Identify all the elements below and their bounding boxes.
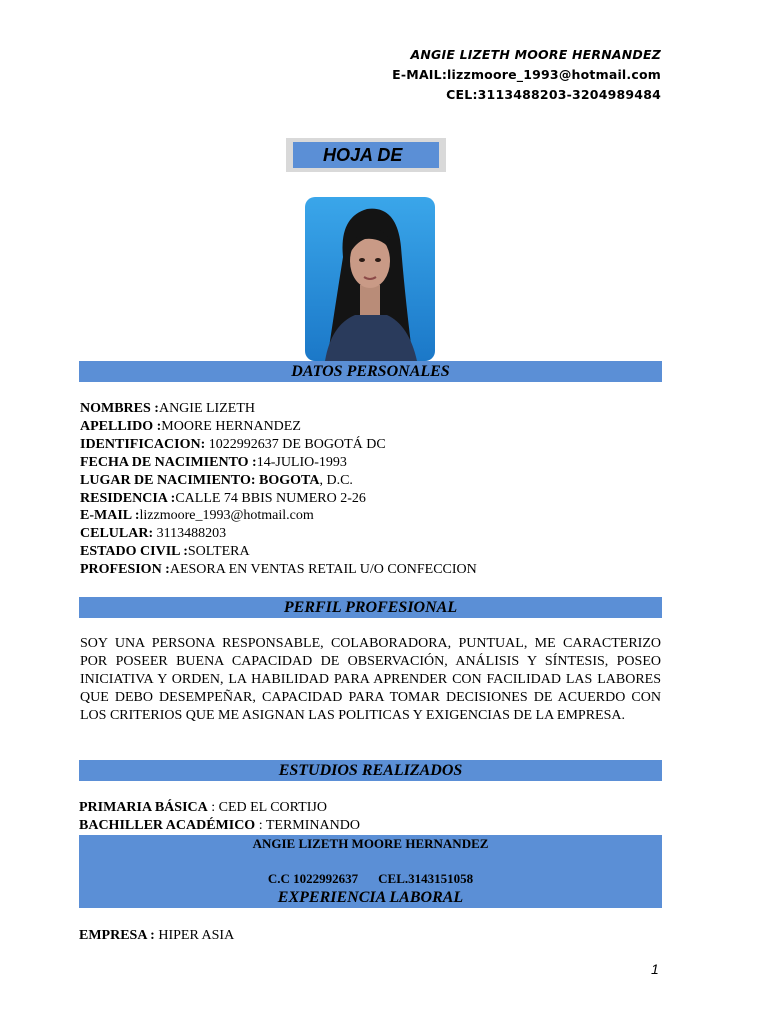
section-perfil-profesional: PERFIL PROFESIONAL xyxy=(79,597,662,618)
section-datos-personales: DATOS PERSONALES xyxy=(79,361,662,382)
header-cel: CEL:3113488203-3204989484 xyxy=(446,87,661,102)
field-estado-civil: ESTADO CIVIL :SOLTERA xyxy=(80,544,250,560)
section-estudios-realizados: ESTUDIOS REALIZADOS xyxy=(79,760,662,781)
field-profesion: PROFESION :AESORA EN VENTAS RETAIL U/O CONFECCION xyxy=(80,562,477,578)
field-residencia: RESIDENCIA :CALLE 74 BBIS NUMERO 2-26 xyxy=(80,490,366,506)
footer-cc: C.C 1022992637 xyxy=(267,871,359,886)
contact-header xyxy=(392,45,661,105)
footer-box xyxy=(79,835,662,908)
footer-name: ANGIE LIZETH MOORE HERNANDEZ xyxy=(252,836,489,851)
document-title: HOJA DE xyxy=(293,142,439,168)
study-primaria: PRIMARIA BÁSICA : CED EL CORTIJO xyxy=(79,800,327,815)
field-email: E-MAIL :lizzmoore_1993@hotmail.com xyxy=(80,508,314,524)
field-nombres: NOMBRES :ANGIE LIZETH xyxy=(80,401,255,416)
page-number: 1 xyxy=(651,961,659,977)
profile-photo xyxy=(305,197,435,361)
header-email: E-MAIL:lizzmoore_1993@hotmail.com xyxy=(392,67,661,82)
field-apellido: APELLIDO :MOORE HERNANDEZ xyxy=(80,418,301,434)
field-lugar-nacimiento: LUGAR DE NACIMIENTO: BOGOTA, D.C. xyxy=(80,472,353,488)
document-title-box xyxy=(286,138,446,172)
field-fecha-nacimiento: FECHA DE NACIMIENTO :14-JULIO-1993 xyxy=(80,454,347,470)
field-empresa: EMPRESA : HIPER ASIA xyxy=(79,928,235,943)
perfil-paragraph: SOY UNA PERSONA RESPONSABLE, COLABORADORA, PUNTUAL, ME CARACTERIZO POR POSEER BUENA CAPACIDAD DE OBSERVACIÓN, ANÁLISIS Y SÍNTESIS, POSEO INICIATIVA Y ORDEN, LA HABILIDAD PARA APRENDER CON FACILIDAD LAS LABORES QUE DEBO DESEMPEÑAR, CAPACIDAD PARA TOMAR DECISIONES DE ACUERDO CON LOS CRITERIOS QUE ME ASIGNAN LAS POLITICAS Y EXIGENCIAS DE LA EMPRESA. xyxy=(80,636,661,723)
footer-cel: CEL.3143151058 xyxy=(378,871,474,886)
personal-data-list xyxy=(80,400,477,579)
field-identificacion: IDENTIFICACION: 1022992637 DE BOGOTÁ DC xyxy=(80,436,386,452)
field-celular: CELULAR: 3113488203 xyxy=(80,526,227,542)
study-bachiller: BACHILLER ACADÉMICO : TERMINANDO xyxy=(79,818,360,833)
header-name: ANGIE LIZETH MOORE HERNANDEZ xyxy=(410,47,661,62)
studies-list xyxy=(79,799,360,835)
section-experiencia-laboral: EXPERIENCIA LABORAL xyxy=(277,889,464,906)
footer-ids xyxy=(79,871,662,887)
